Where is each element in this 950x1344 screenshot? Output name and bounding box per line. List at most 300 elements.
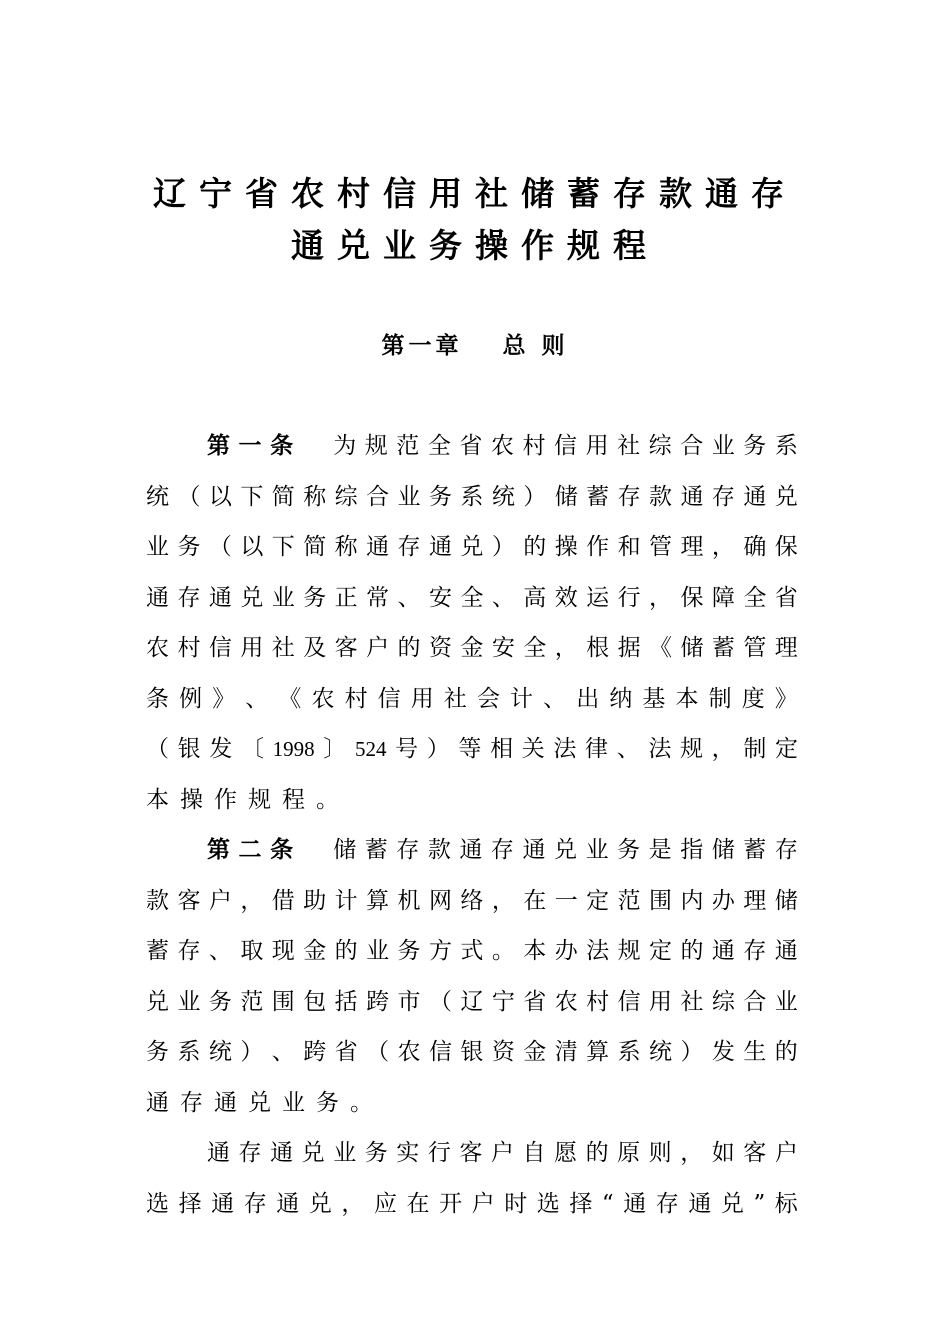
body-char: 蓄 — [586, 483, 610, 510]
body-line — [146, 1179, 798, 1229]
body-char: 金 — [460, 635, 484, 661]
body-char: 自 — [522, 1140, 546, 1166]
body-char: 存 — [243, 1190, 267, 1217]
body-char: 方 — [428, 938, 452, 964]
body-char: 算 — [366, 887, 390, 914]
body-char: 银 — [460, 1039, 484, 1065]
body-char: 包 — [303, 988, 327, 1015]
body-char: 务 — [397, 938, 421, 964]
body-char: 以 — [208, 483, 232, 510]
body-char: 现 — [271, 938, 295, 964]
body-char: 村 — [586, 988, 610, 1015]
body-char: 务 — [364, 1140, 388, 1166]
body-char: 、 — [271, 1039, 295, 1065]
body-char: 合 — [743, 988, 767, 1015]
body-char: 户 — [471, 1190, 495, 1217]
body-char: 务 — [428, 483, 452, 510]
body-char: 合 — [680, 433, 704, 459]
body-char: 、 — [397, 584, 421, 611]
body-line — [146, 1027, 798, 1077]
body-char: 系 — [774, 433, 798, 459]
body-char: 的 — [774, 1039, 798, 1065]
body-char: 存 — [743, 938, 767, 964]
body-char: 内 — [680, 887, 704, 914]
article-label-char: 条 — [270, 837, 294, 863]
body-char: 通 — [211, 1190, 235, 1217]
body-line — [146, 876, 798, 926]
body-char: 务 — [146, 1039, 169, 1065]
body-line — [146, 623, 798, 673]
body-char: 储 — [774, 887, 798, 914]
body-char: 存 — [774, 837, 798, 863]
body-char: 通 — [522, 837, 546, 863]
body-char: 理 — [774, 635, 798, 661]
body-char: ， — [680, 1140, 704, 1166]
body-char: 法 — [648, 736, 672, 762]
body-char: 范 — [617, 887, 641, 914]
body-char: 通 — [208, 584, 232, 611]
body-char: ， — [711, 736, 735, 762]
body-char: 保 — [680, 584, 704, 611]
body-char — [302, 825, 325, 875]
body-char: 规 — [248, 786, 271, 813]
body-line — [146, 522, 798, 572]
body-char: 操 — [554, 534, 578, 560]
body-char: 户 — [366, 635, 390, 661]
body-char: 以 — [240, 534, 264, 560]
body-char: 金 — [523, 1039, 547, 1065]
body-char: 存 — [490, 837, 514, 863]
body-char: 务 — [743, 433, 767, 459]
body-char: 等 — [458, 736, 482, 762]
body-char: 条 — [146, 685, 169, 712]
body-char: ） — [240, 1039, 264, 1065]
body-char: ， — [341, 1190, 365, 1217]
body-char: 业 — [366, 938, 390, 964]
body-char: 统 — [491, 483, 515, 510]
body-char: 综 — [334, 483, 358, 510]
body-char: 如 — [711, 1140, 735, 1166]
body-line — [207, 825, 798, 875]
body-char: 选 — [536, 1190, 560, 1217]
body-char: 本 — [146, 786, 169, 813]
body-char: ， — [554, 635, 578, 661]
body-char: 综 — [711, 988, 735, 1015]
body-char: 辽 — [460, 988, 484, 1015]
body-char: 《 — [278, 685, 302, 712]
body-line — [146, 674, 798, 724]
body-char: 业 — [333, 1140, 357, 1166]
body-char: （ — [146, 736, 169, 762]
body-char: 据 — [617, 635, 641, 661]
body-char: 标 — [774, 1190, 798, 1217]
body-number: 1998 — [272, 737, 315, 761]
body-char: 、 — [491, 584, 515, 611]
body-char: 生 — [743, 1039, 767, 1065]
document-title-line-2: 通兑业务操作规程 — [291, 226, 659, 265]
body-char: 务 — [177, 534, 201, 560]
body-char: 客 — [459, 1140, 483, 1166]
body-char: 兑 — [301, 1140, 325, 1166]
body-char: 定 — [649, 938, 672, 964]
body-char: 计 — [334, 887, 358, 914]
body-char: 存 — [655, 1190, 679, 1217]
body-char: 程 — [282, 786, 305, 813]
body-char: 蓄 — [364, 837, 388, 863]
body-char: 、 — [616, 736, 640, 762]
body-char: 通 — [270, 1140, 294, 1166]
body-char: ， — [649, 584, 672, 611]
body-char: 规 — [364, 433, 388, 459]
body-line — [146, 724, 798, 774]
body-char: 通 — [214, 1089, 237, 1116]
body-char: 助 — [303, 887, 327, 914]
body-char: 简 — [303, 534, 327, 560]
body-char: 通 — [774, 938, 798, 964]
body-char: 存 — [177, 584, 201, 611]
body-char: 围 — [649, 887, 672, 914]
body-char: 通 — [459, 837, 483, 863]
body-char: 《 — [649, 635, 672, 661]
body-char: 存 — [617, 483, 641, 510]
body-char: 合 — [366, 483, 390, 510]
body-char: 会 — [476, 685, 500, 712]
body-line — [146, 573, 798, 623]
body-char: 》 — [212, 685, 236, 712]
body-char: ， — [240, 887, 264, 914]
body-char: 定 — [774, 736, 798, 762]
body-char: 系 — [177, 1039, 201, 1065]
body-char: 存 — [396, 837, 420, 863]
body-line — [146, 977, 798, 1027]
body-char: 信 — [428, 1039, 452, 1065]
document-title-line-1: 辽宁省农村信用社储蓄存款通存 — [153, 174, 797, 213]
body-char: 省 — [523, 988, 547, 1015]
body-char: 的 — [585, 1140, 609, 1166]
body-char: 指 — [680, 837, 704, 863]
body-char: 兑 — [146, 988, 169, 1015]
body-char: 效 — [554, 584, 578, 611]
body-number: 524 — [354, 737, 387, 761]
body-char: 款 — [427, 837, 451, 863]
body-char: 范 — [240, 988, 264, 1015]
body-char: 定 — [586, 887, 610, 914]
body-char: 业 — [271, 584, 295, 611]
body-char: 办 — [554, 938, 578, 964]
body-char: 称 — [303, 483, 327, 510]
body-char: 宁 — [491, 988, 515, 1015]
body-char: 运 — [586, 584, 610, 611]
body-char: 原 — [617, 1140, 641, 1166]
body-char: 规 — [680, 736, 703, 762]
body-char: 行 — [427, 1140, 451, 1166]
body-char: ， — [491, 887, 515, 914]
body-char: 蓄 — [711, 635, 735, 661]
body-char: 》 — [774, 685, 798, 712]
article-label-char: 二 — [238, 837, 262, 863]
body-char: 及 — [303, 635, 327, 661]
body-char: 业 — [177, 988, 201, 1015]
body-char: 通 — [146, 1089, 169, 1116]
body-char: 通 — [428, 534, 452, 560]
body-char: 、 — [543, 685, 567, 712]
body-char — [302, 421, 325, 471]
body-char: 信 — [377, 685, 401, 712]
chapter-heading — [0, 326, 950, 366]
body-char: 取 — [240, 938, 264, 964]
body-char: 业 — [774, 988, 798, 1015]
body-char: 务 — [617, 837, 641, 863]
body-char: 应 — [373, 1190, 397, 1217]
body-line — [207, 421, 798, 471]
body-char: 、 — [208, 938, 232, 964]
body-char: “ — [601, 1190, 614, 1217]
body-char: 存 — [180, 1089, 203, 1116]
body-char: 社 — [617, 433, 641, 459]
chapter-number: 第一章 — [381, 333, 463, 359]
body-char: ） — [491, 534, 515, 560]
body-char: 蓄 — [743, 837, 767, 863]
body-char: 号 — [395, 736, 419, 762]
body-char: 〕 — [323, 736, 347, 762]
body-char: 村 — [177, 635, 201, 661]
body-char: 兑 — [248, 1089, 271, 1116]
body-char: 兑 — [460, 534, 484, 560]
body-char: 存 — [397, 534, 421, 560]
body-char: 兑 — [774, 483, 798, 510]
body-char: 储 — [711, 837, 735, 863]
body-char: 银 — [177, 736, 201, 762]
body-line — [146, 1078, 798, 1128]
body-char: 发 — [711, 1039, 735, 1065]
body-char: 统 — [208, 1039, 232, 1065]
body-char: 愿 — [554, 1140, 578, 1166]
body-char: 度 — [741, 685, 765, 712]
body-char: 的 — [334, 938, 358, 964]
body-char: （ — [208, 534, 232, 560]
body-char: 通 — [207, 1140, 230, 1166]
body-char: 络 — [460, 887, 484, 914]
body-char: 在 — [523, 887, 547, 914]
body-char: 村 — [522, 433, 546, 459]
body-char: 。 — [350, 1089, 373, 1116]
body-char: 借 — [271, 887, 295, 914]
body-char: 算 — [586, 1039, 610, 1065]
body-char: 的 — [680, 938, 704, 964]
body-char: 正 — [334, 584, 358, 611]
article-label-char: 第 — [207, 433, 230, 459]
body-char: 兑 — [554, 837, 578, 863]
body-char: 户 — [490, 1140, 514, 1166]
body-char: 业 — [282, 1089, 305, 1116]
body-char: ） — [426, 736, 450, 762]
body-char: 农 — [146, 635, 169, 661]
body-char: ” — [753, 1190, 766, 1217]
body-char: 障 — [711, 584, 735, 611]
body-char: 择 — [569, 1190, 593, 1217]
body-char: 机 — [397, 887, 421, 914]
body-char: 全 — [427, 433, 451, 459]
body-char: 用 — [410, 685, 434, 712]
body-char: 括 — [334, 988, 358, 1015]
body-char: 下 — [271, 534, 295, 560]
body-char: （ — [177, 483, 201, 510]
body-char: 计 — [510, 685, 534, 712]
body-char: 择 — [178, 1190, 202, 1217]
body-char: 资 — [491, 1039, 515, 1065]
body-char: 通 — [680, 483, 704, 510]
body-char: 理 — [680, 534, 704, 560]
body-char: 全 — [743, 584, 767, 611]
body-char: 农 — [554, 988, 578, 1015]
body-char: 常 — [366, 584, 390, 611]
body-char: 客 — [334, 635, 358, 661]
body-char: 制 — [708, 685, 732, 712]
body-char: 储 — [333, 837, 357, 863]
body-char: 社 — [680, 988, 704, 1015]
body-char: 确 — [743, 534, 767, 560]
body-char: 通 — [688, 1190, 712, 1217]
body-char: 蓄 — [146, 938, 169, 964]
body-char: 规 — [617, 938, 641, 964]
body-char: 跨 — [303, 1039, 327, 1065]
body-char: 开 — [439, 1190, 463, 1217]
body-char: 。 — [491, 938, 515, 964]
body-char: 网 — [428, 887, 452, 914]
body-char: 例 — [179, 685, 203, 712]
body-char: 管 — [743, 635, 767, 661]
body-char: ， — [711, 534, 735, 560]
body-char: 储 — [554, 483, 578, 510]
body-char: 务 — [208, 988, 232, 1015]
body-char: 作 — [214, 786, 237, 813]
body-char: 制 — [743, 736, 767, 762]
body-char: 综 — [648, 433, 672, 459]
body-char: 本 — [675, 685, 699, 712]
body-char: 系 — [460, 483, 484, 510]
body-char: 则 — [648, 1140, 672, 1166]
body-char: 相 — [490, 736, 514, 762]
body-char: 资 — [428, 635, 452, 661]
body-char: 储 — [680, 635, 704, 661]
body-char: 信 — [617, 988, 641, 1015]
body-char: 在 — [406, 1190, 430, 1217]
body-char: 全 — [460, 584, 484, 611]
body-line — [146, 775, 798, 825]
body-char: 存 — [238, 1140, 262, 1166]
body-char: 用 — [585, 433, 609, 459]
body-char: 根 — [586, 635, 610, 661]
body-char: 是 — [648, 837, 672, 863]
body-char: 理 — [743, 887, 767, 914]
body-char: 业 — [585, 837, 609, 863]
body-char: 户 — [774, 1140, 798, 1166]
body-char: 兑 — [240, 584, 264, 611]
body-char: 统 — [649, 1039, 672, 1065]
body-char: 客 — [177, 887, 201, 914]
body-char: 办 — [711, 887, 735, 914]
body-char: 律 — [585, 736, 609, 762]
body-char: 范 — [396, 433, 420, 459]
body-char: 本 — [523, 938, 547, 964]
body-char: 务 — [316, 1089, 339, 1116]
body-char: 村 — [344, 685, 368, 712]
body-char: 省 — [459, 433, 483, 459]
body-char: 行 — [617, 584, 641, 611]
body-char: 统 — [146, 483, 169, 510]
body-char: 和 — [617, 534, 641, 560]
body-char: 业 — [146, 534, 169, 560]
body-char: 管 — [649, 534, 672, 560]
body-char: 存 — [711, 483, 735, 510]
body-char: 业 — [397, 483, 421, 510]
body-char: 的 — [397, 635, 421, 661]
body-char: （ — [366, 1039, 390, 1065]
body-char: 款 — [146, 887, 169, 914]
body-char: 省 — [774, 584, 798, 611]
body-char: 清 — [554, 1039, 578, 1065]
body-char: 安 — [491, 635, 515, 661]
body-char: 法 — [586, 938, 610, 964]
body-char: 法 — [553, 736, 577, 762]
body-char: 选 — [146, 1190, 169, 1217]
body-char: 通 — [711, 938, 735, 964]
body-char: 用 — [240, 635, 264, 661]
body-char: 户 — [208, 887, 232, 914]
body-char: 业 — [711, 433, 735, 459]
article-label-char: 一 — [238, 433, 262, 459]
body-char: 称 — [334, 534, 358, 560]
body-char: 系 — [617, 1039, 641, 1065]
body-char: 农 — [311, 685, 335, 712]
body-char: 信 — [208, 635, 232, 661]
body-char: 下 — [240, 483, 264, 510]
body-char: 兑 — [308, 1190, 332, 1217]
body-char: 一 — [554, 887, 578, 914]
body-char: 实 — [396, 1140, 420, 1166]
body-char: ） — [680, 1039, 704, 1065]
body-char: 。 — [316, 786, 339, 813]
body-char: 客 — [743, 1140, 767, 1166]
body-char: 跨 — [366, 988, 390, 1015]
body-char: 时 — [504, 1190, 528, 1217]
body-char: 纳 — [609, 685, 633, 712]
body-char: 社 — [271, 635, 295, 661]
body-char: 通 — [366, 534, 390, 560]
body-char: 全 — [523, 635, 547, 661]
body-char: 金 — [303, 938, 327, 964]
body-char: 安 — [428, 584, 452, 611]
body-char: 通 — [743, 483, 767, 510]
body-char: 农 — [490, 433, 514, 459]
body-char: 作 — [586, 534, 610, 560]
body-char: 信 — [554, 433, 578, 459]
body-char: 通 — [146, 584, 169, 611]
body-char: 存 — [177, 938, 201, 964]
body-char: 通 — [276, 1190, 300, 1217]
body-char: 围 — [271, 988, 295, 1015]
body-line — [146, 926, 798, 976]
body-char: 简 — [271, 483, 295, 510]
body-char: 出 — [576, 685, 600, 712]
body-char: 关 — [521, 736, 545, 762]
body-char: 、 — [245, 685, 269, 712]
article-label-char: 条 — [270, 433, 294, 459]
body-char: 社 — [443, 685, 467, 712]
body-char: 通 — [623, 1190, 647, 1217]
body-line — [146, 472, 798, 522]
body-char: 兑 — [720, 1190, 744, 1217]
